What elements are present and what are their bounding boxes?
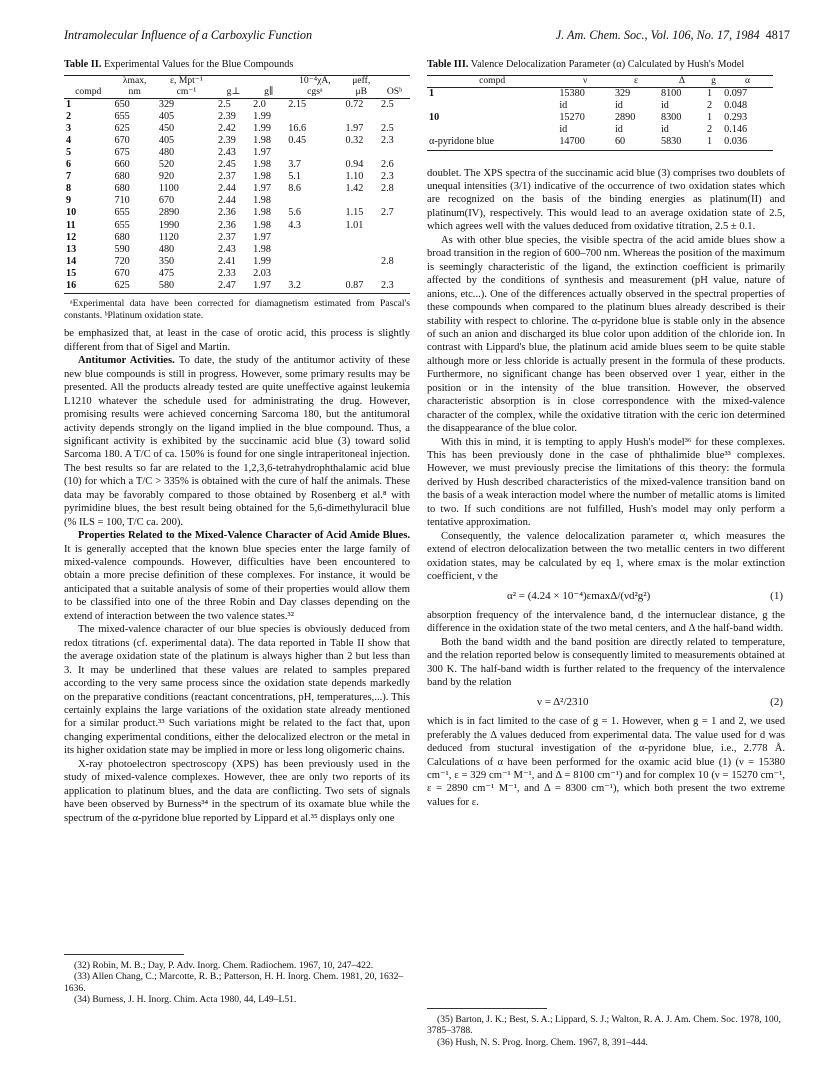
table-cell: id xyxy=(614,100,623,112)
table-cell xyxy=(344,147,379,159)
table-cell: 1.01 xyxy=(345,219,364,231)
table-cell: 0.036 xyxy=(724,136,748,148)
table-cell: 1.97 xyxy=(345,122,364,134)
reference: (34) Burness, J. H. Inorg. Chim. Acta 1980, 44, L49–L51. xyxy=(74,994,297,1006)
table-cell: 2.44 xyxy=(218,195,236,207)
table-row xyxy=(64,220,410,232)
compound-number: 9 xyxy=(66,195,72,207)
table-cell: id xyxy=(660,100,669,112)
references-left xyxy=(64,954,410,1006)
table-cell: 2.7 xyxy=(380,207,394,219)
table-cell: 5.6 xyxy=(288,207,301,219)
table-cell xyxy=(344,244,379,256)
table-cell: 8300 xyxy=(660,112,682,124)
table-row xyxy=(64,147,410,159)
paragraph: doublet. The XPS spectra of the succinamic acid blue (3) comprises two doublets of unequal intensities (3/1) indicative of the occurrence of two oxidation states which are recognized on the basis of the binding energies as platinum(II) and platinum(IV), respectively. This would lead to an average oxidation state of 2.5, which agrees well with the values deduced from oxidative titration, 2.5 ± 0.1. xyxy=(427,167,785,233)
reference: (32) Robin, M. B.; Day, P. Adv. Inorg. Chem. Radiochem. 1967, 10, 247–422. xyxy=(74,960,374,971)
table-cell: 1.98 xyxy=(253,171,271,183)
table-cell: 1.99 xyxy=(253,255,271,267)
table3-label: Table III. xyxy=(427,59,469,70)
table-cell: 2.5 xyxy=(380,122,394,134)
table-cell: 2.37 xyxy=(218,231,236,243)
table-cell: 329 xyxy=(158,98,175,110)
compound-name: 1 xyxy=(429,88,435,100)
table-cell: 2.8 xyxy=(380,183,394,195)
table-cell: 2.42 xyxy=(218,122,236,134)
table-row xyxy=(64,195,410,207)
table-cell: 2.43 xyxy=(218,243,236,255)
table2-body xyxy=(64,98,410,292)
table-cell: 2.8 xyxy=(380,255,394,267)
table-cell: 2.15 xyxy=(288,98,307,110)
table2-header-cell: compd xyxy=(75,86,102,98)
table2-header-top-cell: ε, Mpt⁻¹ xyxy=(170,75,203,87)
table-cell: 15380 xyxy=(559,88,585,100)
compound-number: 2 xyxy=(66,110,72,122)
table2-header xyxy=(64,87,410,98)
paragraph-text: It is generally accepted that the known blue species enter the large family of mixed-valence compounds. However, difficulties have been encountered to obtain a more precise definition of these complexes. For instance, it would be anticipated that a suitable analysis of some of their properties would allow them to be classified into one of the three Robin and Day classes depending on the extend of interaction between the two valence states.³² xyxy=(64,543,410,622)
table-cell: 675 xyxy=(114,147,130,159)
table-cell: 655 xyxy=(114,110,130,122)
table-cell: 1.98 xyxy=(253,159,271,171)
table-row xyxy=(427,100,773,112)
table-cell: 1.15 xyxy=(345,207,364,219)
paragraph xyxy=(64,354,410,529)
compound-name: 10 xyxy=(429,112,440,124)
compound-name xyxy=(427,100,557,112)
table2-title: Experimental Values for the Blue Compounds xyxy=(103,59,294,70)
table-cell: 2.47 xyxy=(218,280,236,292)
table-cell: 15270 xyxy=(559,112,585,124)
compound-number: 5 xyxy=(66,147,72,159)
table2-label: Table II. xyxy=(64,59,102,70)
table-cell: 1.97 xyxy=(253,147,271,159)
table-cell xyxy=(379,220,410,232)
equation-number: (2) xyxy=(770,695,783,708)
table-cell: 4.3 xyxy=(288,219,301,231)
paragraph xyxy=(64,529,410,623)
table-row xyxy=(64,232,410,244)
table-cell: 1.99 xyxy=(253,122,271,134)
table-cell xyxy=(286,232,343,244)
paragraph: absorption frequency of the intervalence band, d the internuclear distance, g the difference in the oxidation state of the two metal centers, and Δ the half-band width. xyxy=(427,610,785,635)
journal-citation xyxy=(556,28,790,43)
table-cell: 8100 xyxy=(660,88,682,100)
compound-number: 7 xyxy=(66,171,72,183)
table-cell: 2.43 xyxy=(218,147,236,159)
table-cell xyxy=(286,244,343,256)
table-cell: 480 xyxy=(158,243,175,255)
paragraph: which is in fact limited to the case of g = 1. However, when g = 1 and 2, we used preferably the Δ values deduced from experimental data. The value used for d was deduced from stuctural investigation of the α-pyridone blue, i.e., 2.778 Å. Calculations of α have been performed for the oxamic acid blue (1) (ν = 15380 cm⁻¹, ε = 329 cm⁻¹ M⁻¹, and Δ = 8100 cm⁻¹) and for complex 10 (ν = 15270 cm⁻¹, ε = 2890 cm⁻¹ M⁻¹, and Δ = 8300 cm⁻¹), which both present the two extreme values for ε. xyxy=(427,716,785,808)
equation-2 xyxy=(427,690,785,715)
table2 xyxy=(64,75,410,292)
table-cell: 2.45 xyxy=(218,159,236,171)
table-cell: id xyxy=(660,124,669,136)
table-row xyxy=(64,256,410,268)
table-row xyxy=(64,207,410,219)
table-cell: 2.37 xyxy=(218,171,236,183)
table-cell xyxy=(344,268,379,280)
table-cell: 2.36 xyxy=(218,207,236,219)
section-heading: Antitumor Activities. xyxy=(78,355,175,367)
table-cell xyxy=(344,111,379,123)
table-cell: 2.0 xyxy=(253,98,266,110)
table3-header-cell: ε xyxy=(633,75,638,87)
table-cell: 3.2 xyxy=(288,280,301,292)
table-cell: 680 xyxy=(114,183,130,195)
table-cell: 590 xyxy=(114,243,130,255)
section-heading: Properties Related to the Mixed-Valence Character of Acid Amide Blues. xyxy=(78,530,410,542)
table-cell: 670 xyxy=(158,195,175,207)
table-cell: 350 xyxy=(158,255,175,267)
table-cell: 60 xyxy=(614,136,626,148)
table-cell xyxy=(344,232,379,244)
table-cell: 480 xyxy=(158,147,175,159)
compound-number: 10 xyxy=(66,207,77,219)
table-cell xyxy=(286,195,343,207)
table-cell xyxy=(379,268,410,280)
table3-header-cell: α xyxy=(745,75,751,87)
table-cell: 680 xyxy=(114,171,130,183)
table-cell xyxy=(286,111,343,123)
table-cell: 2.3 xyxy=(380,280,394,292)
compound-number: 11 xyxy=(66,219,76,231)
table-cell: 3.7 xyxy=(288,159,301,171)
table3 xyxy=(427,75,773,148)
table-cell: 660 xyxy=(114,159,130,171)
table-cell: 670 xyxy=(114,134,130,146)
table-cell: 2.44 xyxy=(218,183,236,195)
table-cell: 1.98 xyxy=(253,219,271,231)
compound-number: 13 xyxy=(66,243,77,255)
table-cell: 2.33 xyxy=(218,267,236,279)
table3-caption xyxy=(427,58,785,71)
table-cell: 450 xyxy=(158,122,175,134)
table-row xyxy=(64,280,410,292)
table3-body xyxy=(427,88,773,149)
table-cell: 2890 xyxy=(614,112,636,124)
table-cell: 2.5 xyxy=(218,98,231,110)
compound-number: 15 xyxy=(66,267,77,279)
table2-footnote: ᵃExperimental data have been corrected for diamagnetism estimated from Pascal's constants. ᵇPlatinum oxidation state. xyxy=(64,298,410,321)
table-cell: 2.39 xyxy=(218,134,236,146)
table-cell: 650 xyxy=(114,98,130,110)
reference: (36) Hush, N. S. Prog. Inorg. Chem. 1967, 8, 391–444. xyxy=(437,1036,648,1048)
table-cell: 405 xyxy=(158,110,175,122)
compound-number: 16 xyxy=(66,280,77,292)
table-cell: 2.6 xyxy=(380,159,394,171)
table-cell: 5.1 xyxy=(288,171,301,183)
table-cell: 1 xyxy=(706,136,713,148)
table-cell: 0.87 xyxy=(345,280,364,292)
table-cell: 1120 xyxy=(158,231,179,243)
table-cell: 1.98 xyxy=(253,134,271,146)
table-cell: 5830 xyxy=(660,136,682,148)
table-cell: 0.097 xyxy=(724,88,748,100)
compound-number: 1 xyxy=(66,98,72,110)
table-cell: 0.293 xyxy=(724,112,748,124)
table2-header-top-cell: μeff, xyxy=(352,75,371,87)
table-cell: 710 xyxy=(114,195,130,207)
table-cell: 655 xyxy=(114,219,130,231)
compound-number: 6 xyxy=(66,159,72,171)
table-cell xyxy=(286,256,343,268)
table-cell: 1.97 xyxy=(253,231,271,243)
compound-name xyxy=(427,124,557,136)
table2-header-cell: nm xyxy=(128,86,141,98)
table-cell: 1.42 xyxy=(345,183,364,195)
table-cell: 0.94 xyxy=(345,159,364,171)
table-cell: 329 xyxy=(614,88,631,100)
references-right xyxy=(427,1008,785,1048)
footnote-rule xyxy=(64,954,184,955)
table-cell: 1.99 xyxy=(253,110,271,122)
paragraph: The mixed-valence character of our blue species is obviously deduced from redox titrations (cf. experimental data). The data reported in Table II show that the average oxidation state of the platinum is always higher than 2 but less than 3. It may be underlined that these values are related to samples prepared according to the very same process since the oxidation state depends markedly on the preparative conditions (reactant concentrations, pH, temperatures,...). This certainly explains the large variations of the oxidation state already mentioned for a similar product.³³ Such variations might be related to the fact that, upon changing experimental conditions, either the delocalized electron or the metal in its higher oxidation state may be implied in more or less long oligomeric chains. xyxy=(64,624,410,757)
reference: (33) Allen Chang, C.; Marcotte, R. B.; Patterson, H. H. Inorg. Chem. 1981, 20, 1632–1636. xyxy=(64,971,404,994)
compound-number: 14 xyxy=(66,255,77,267)
table-cell xyxy=(379,232,410,244)
table3-header-cell: compd xyxy=(479,75,506,87)
footnote-rule xyxy=(427,1008,547,1009)
table-cell: 2.03 xyxy=(253,267,271,279)
table-row xyxy=(427,136,773,148)
equation-1 xyxy=(427,584,785,609)
compound-name: α-pyridone blue xyxy=(429,136,495,148)
table2-header-top-cell: λmax, xyxy=(122,75,147,87)
table2-header-cell: μB xyxy=(355,86,368,98)
table-cell: 1100 xyxy=(158,183,179,195)
table2-header-cell: cgsᵃ xyxy=(307,86,323,98)
table-cell xyxy=(379,147,410,159)
table-cell: 655 xyxy=(114,207,130,219)
table3-title: Valence Delocalization Parameter (α) Calculated by Hush's Model xyxy=(470,59,745,70)
table-cell: 580 xyxy=(158,280,175,292)
table-cell xyxy=(344,256,379,268)
compound-number: 3 xyxy=(66,122,72,134)
table-cell: 2.36 xyxy=(218,219,236,231)
table-cell: 405 xyxy=(158,134,175,146)
table-cell: 720 xyxy=(114,255,130,267)
table-cell: 1 xyxy=(706,88,713,100)
table2-header-cell: cm⁻¹ xyxy=(176,86,197,98)
table2-header-cell: g∥ xyxy=(264,86,274,98)
table-cell: 920 xyxy=(158,171,175,183)
table-cell xyxy=(379,244,410,256)
compound-number: 4 xyxy=(66,134,72,146)
paragraph: With this in mind, it is tempting to apply Hush's model³⁶ for these complexes. This has been previously done in the case of phthalimide blue³³ complexes. However, we must previously precise the limitations of this theory: the formula derived by Hush described characteristics of the mixed-valence transition band on the basis of a weak interaction model where the number of metallic atoms is limited to two. If such conditions are not fulfilled, Hush's model may only perform a tentative approximation. xyxy=(427,436,785,529)
table-row xyxy=(427,124,773,136)
table-cell: 1.98 xyxy=(253,207,271,219)
table-cell: 0.45 xyxy=(288,134,307,146)
table-cell xyxy=(379,111,410,123)
table-row xyxy=(64,171,410,183)
table-cell: 8.6 xyxy=(288,183,301,195)
journal-name: J. Am. Chem. Soc., Vol. 106, No. 17, 1984 xyxy=(555,28,760,42)
table-cell: 2 xyxy=(706,100,713,112)
running-title: Intramolecular Influence of a Carboxylic Function xyxy=(64,28,313,42)
compound-number: 8 xyxy=(66,183,72,195)
equation-number: (1) xyxy=(770,589,783,602)
paragraph: be emphasized that, at least in the case of orotic acid, this process is slightly different from that of Sigel and Martin. xyxy=(64,328,410,353)
equation-text: α² = (4.24 × 10⁻⁴)εmaxΔ/(νd²g²) xyxy=(507,589,651,602)
table-row xyxy=(64,98,410,111)
table2-header-top-cell: 10⁻⁴χA, xyxy=(299,75,331,87)
table-row xyxy=(64,135,410,147)
table3-header-cell: ν xyxy=(582,75,588,87)
table-cell: 625 xyxy=(114,280,130,292)
table-cell: 475 xyxy=(158,267,175,279)
paragraph: Consequently, the valence delocalization parameter α, which measures the extend of electron delocalization between the two metallic centers in two different oxidation states, may be calculated by eq 1, where εmax is the molar extinction coefficient, ν the xyxy=(427,530,785,583)
table-cell: 0.72 xyxy=(345,98,364,110)
table-cell: 2.3 xyxy=(380,171,394,183)
table-cell: 2.5 xyxy=(380,98,394,110)
equation-text: ν = Δ²/2310 xyxy=(537,695,589,708)
table3-header-cell: Δ xyxy=(678,75,686,87)
table-cell xyxy=(379,195,410,207)
table-cell: 625 xyxy=(114,122,130,134)
table-cell: 2.3 xyxy=(380,134,394,146)
table-row xyxy=(64,244,410,256)
page-number: 4817 xyxy=(765,28,790,42)
table-cell: 680 xyxy=(114,231,130,243)
table-row xyxy=(64,183,410,195)
table-row xyxy=(64,159,410,171)
table-row xyxy=(64,268,410,280)
table-cell: 2 xyxy=(706,124,713,136)
table-cell: id xyxy=(559,100,568,112)
table-cell xyxy=(344,195,379,207)
table-cell xyxy=(286,268,343,280)
table-cell: 1.10 xyxy=(345,171,364,183)
table-cell: 1.97 xyxy=(253,183,271,195)
table2-caption xyxy=(64,58,410,71)
table-cell: 1.98 xyxy=(253,195,271,207)
paragraph: As with other blue species, the visible spectra of the acid amide blues show a broad transition in the region of 600–700 nm. Whereas the position of the maximum is seemingly characteristic of the ligand, the extinction coefficient is primarily affected by the conditions of synthesis and measurement (pH value, nature of anions, etc...). One of the differences actually observed in the spectral properties of these compounds when compared to the platinum blues already described is their stability with respect to chlorine. The α-pyridone blue is stable only in the absence of such an anion and discharged its blue color upon addition of the chloride ion. In contrast with Lippard's blue, the platinum acid amide blues seem to be quite stable although more or less chloride is actually present in the formula of these products. Furthermore, no significant change has been observed over 1 year, either in the position or in the intensity of the blue transition. However, the observed characteristic absorption is in close correspondence with the mixed-valence character of the complex, while the oxidative titration with the ceric ion determined the disappearance of the blue color. xyxy=(427,234,785,435)
table-cell: 1990 xyxy=(158,219,180,231)
table-cell: 0.048 xyxy=(724,100,748,112)
table-row xyxy=(427,112,773,124)
table-cell: 1.97 xyxy=(253,280,271,292)
table-cell: 520 xyxy=(158,159,175,171)
table-cell: 2890 xyxy=(158,207,180,219)
table-cell: 1.98 xyxy=(253,243,271,255)
left-column xyxy=(64,58,410,825)
paragraph-text: To date, the study of the antitumor activity of these new blue compounds is still in progress. However, some primary results may be presented. All the products already tested are quite uneffective against leukemia L1210 whatever the schedule used for administrating the drug. However, promising results were achieved concerning Sarcoma 180, but the antitumoral activity depends strongly on the ligand implied in the blue compound. Thus, a significant activity is exhibited by the succinamic acid blue (3) toward solid Sarcoma 180. A T/C of ca. 150% is found for one single intraperitoneal injection. The best results so far are related to the 1,2,3,6-tetrahydrophthalamic acid blue (10) for which a T/C > 335% is obtained with the cure of half the animals. These data may be favorably compared to those obtained by Rosenberg et al.⁸ with pyrimidine blues, the best result being obtained for the 5,6-dimethyluracil blue (% ILS = 100, T/C ca. 200). xyxy=(64,355,411,528)
table3-header xyxy=(427,76,773,88)
table-cell: 670 xyxy=(114,267,130,279)
right-column xyxy=(427,58,785,809)
paragraph: Both the band width and the band position are directly related to temperature, and the relation reported below is consequently limited to measurements obtained at 300 K. The half-band width is further related to the frequency of the intervalence band by the relation xyxy=(427,636,785,689)
table-cell: 14700 xyxy=(559,136,585,148)
table-cell: id xyxy=(559,124,568,136)
table2-header-cell: g⊥ xyxy=(226,86,241,98)
table-row xyxy=(64,123,410,135)
table-cell: 0.146 xyxy=(724,124,748,136)
reference: (35) Barton, J. K.; Best, S. A.; Lippard, S. J.; Walton, R. A. J. Am. Chem. Soc. 1978, 100, 3785–3788. xyxy=(427,1014,781,1037)
table-row xyxy=(427,88,773,101)
table-cell: 2.41 xyxy=(218,255,236,267)
table2-header-cell: OSᵇ xyxy=(386,86,403,98)
table-cell xyxy=(286,147,343,159)
compound-number: 12 xyxy=(66,231,77,243)
table-row xyxy=(64,111,410,123)
table-cell: 16.6 xyxy=(288,122,307,134)
paragraph: X-ray photoelectron spectroscopy (XPS) has been previously used in the study of mixed-valence complexes. However, thee are only two reports of its application to platinum blues, and the data are conflicting. Two sets of signals have been observed by Burness³⁴ in the spectrum of its oxamate blue while the spectrum of the α-pyridone blue reported by Lippard et al.³⁵ displays only one xyxy=(64,758,410,824)
table-cell: id xyxy=(614,124,623,136)
table-cell: 1 xyxy=(706,112,713,124)
table3-header-cell: g xyxy=(711,75,716,87)
table-cell: 0.32 xyxy=(345,134,364,146)
table-cell: 2.39 xyxy=(218,110,236,122)
